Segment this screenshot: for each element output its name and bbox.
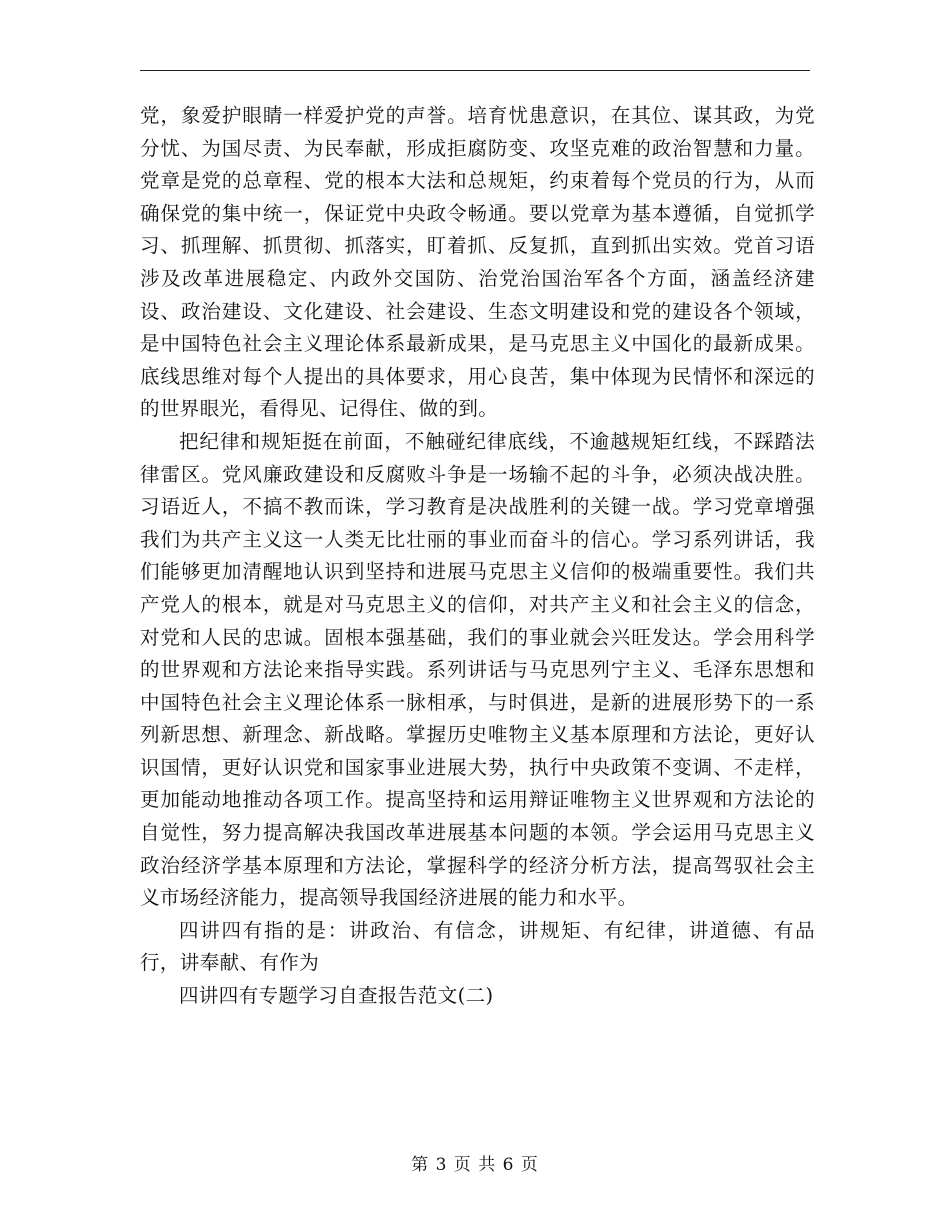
header-rule: [140, 70, 810, 71]
page-number-footer: 第 3 页 共 6 页: [411, 1155, 539, 1175]
paragraph-discipline: 把纪律和规矩挺在前面，不触碰纪律底线，不逾越规矩红线，不踩踏法律雷区。党风廉政建设和反腐败斗争是一场输不起的斗争，必须决战决胜。习语近人，不搞不教而诛，学习教育是决战胜利的关键一战。学习党章增强我们为共产主义这一人类无比壮丽的事业而奋斗的信心。学习系列讲话，我们能够更加清醒地认识到坚持和进展马克思主义信仰的极端重要性。我们共产党人的根本，就是对马克思主义的信仰，对共产主义和社会主义的信念，对党和人民的忠诚。固根本强基础，我们的事业就会兴旺发达。学会用科学的世界观和方法论来指导实践。系列讲话与马克思列宁主义、毛泽东思想和中国特色社会主义理论体系一脉相承，与时俱进，是新的进展形势下的一系列新思想、新理念、新战略。掌握历史唯物主义基本原理和方法论，更好认识国情，更好认识党和国家事业进展大势，执行中央政策不变调、不走样，更加能动地推动各项工作。提高坚持和运用辩证唯物主义世界观和方法论的自觉性，努力提高解决我国改革进展基本问题的本领。学会运用马克思主义政治经济学基本原理和方法论，掌握科学的经济分析方法，提高驾驭社会主义市场经济能力，提高领导我国经济进展的能力和水平。: [140, 429, 815, 910]
body-text: [140, 100, 815, 1013]
paragraph-four-speaks-definition: 四讲四有指的是：讲政治、有信念，讲规矩、有纪律，讲道德、有品行，讲奉献、有作为: [140, 918, 815, 975]
paragraph-continuation: 党，象爱护眼睛一样爱护党的声誉。培育忧患意识，在其位、谋其政，为党分忧、为国尽责、为民奉献，形成拒腐防变、攻坚克难的政治智慧和力量。党章是党的总章程、党的根本大法和总规矩，约束着每个党员的行为，从而确保党的集中统一，保证党中央政令畅通。要以党章为基本遵循，自觉抓学习、抓理解、抓贯彻、抓落实，盯着抓、反复抓，直到抓出实效。党首习语涉及改革进展稳定、内政外交国防、治党治国治军各个方面，涵盖经济建设、政治建设、文化建设、社会建设、生态文明建设和党的建设各个领域，是中国特色社会主义理论体系最新成果，是马克思主义中国化的最新成果。底线思维对每个人提出的具体要求，用心良苦，集中体现为民情怀和深远的的世界眼光，看得见、记得住、做的到。: [140, 104, 815, 421]
section-heading: 四讲四有专题学习自查报告范文(二): [179, 984, 494, 1008]
